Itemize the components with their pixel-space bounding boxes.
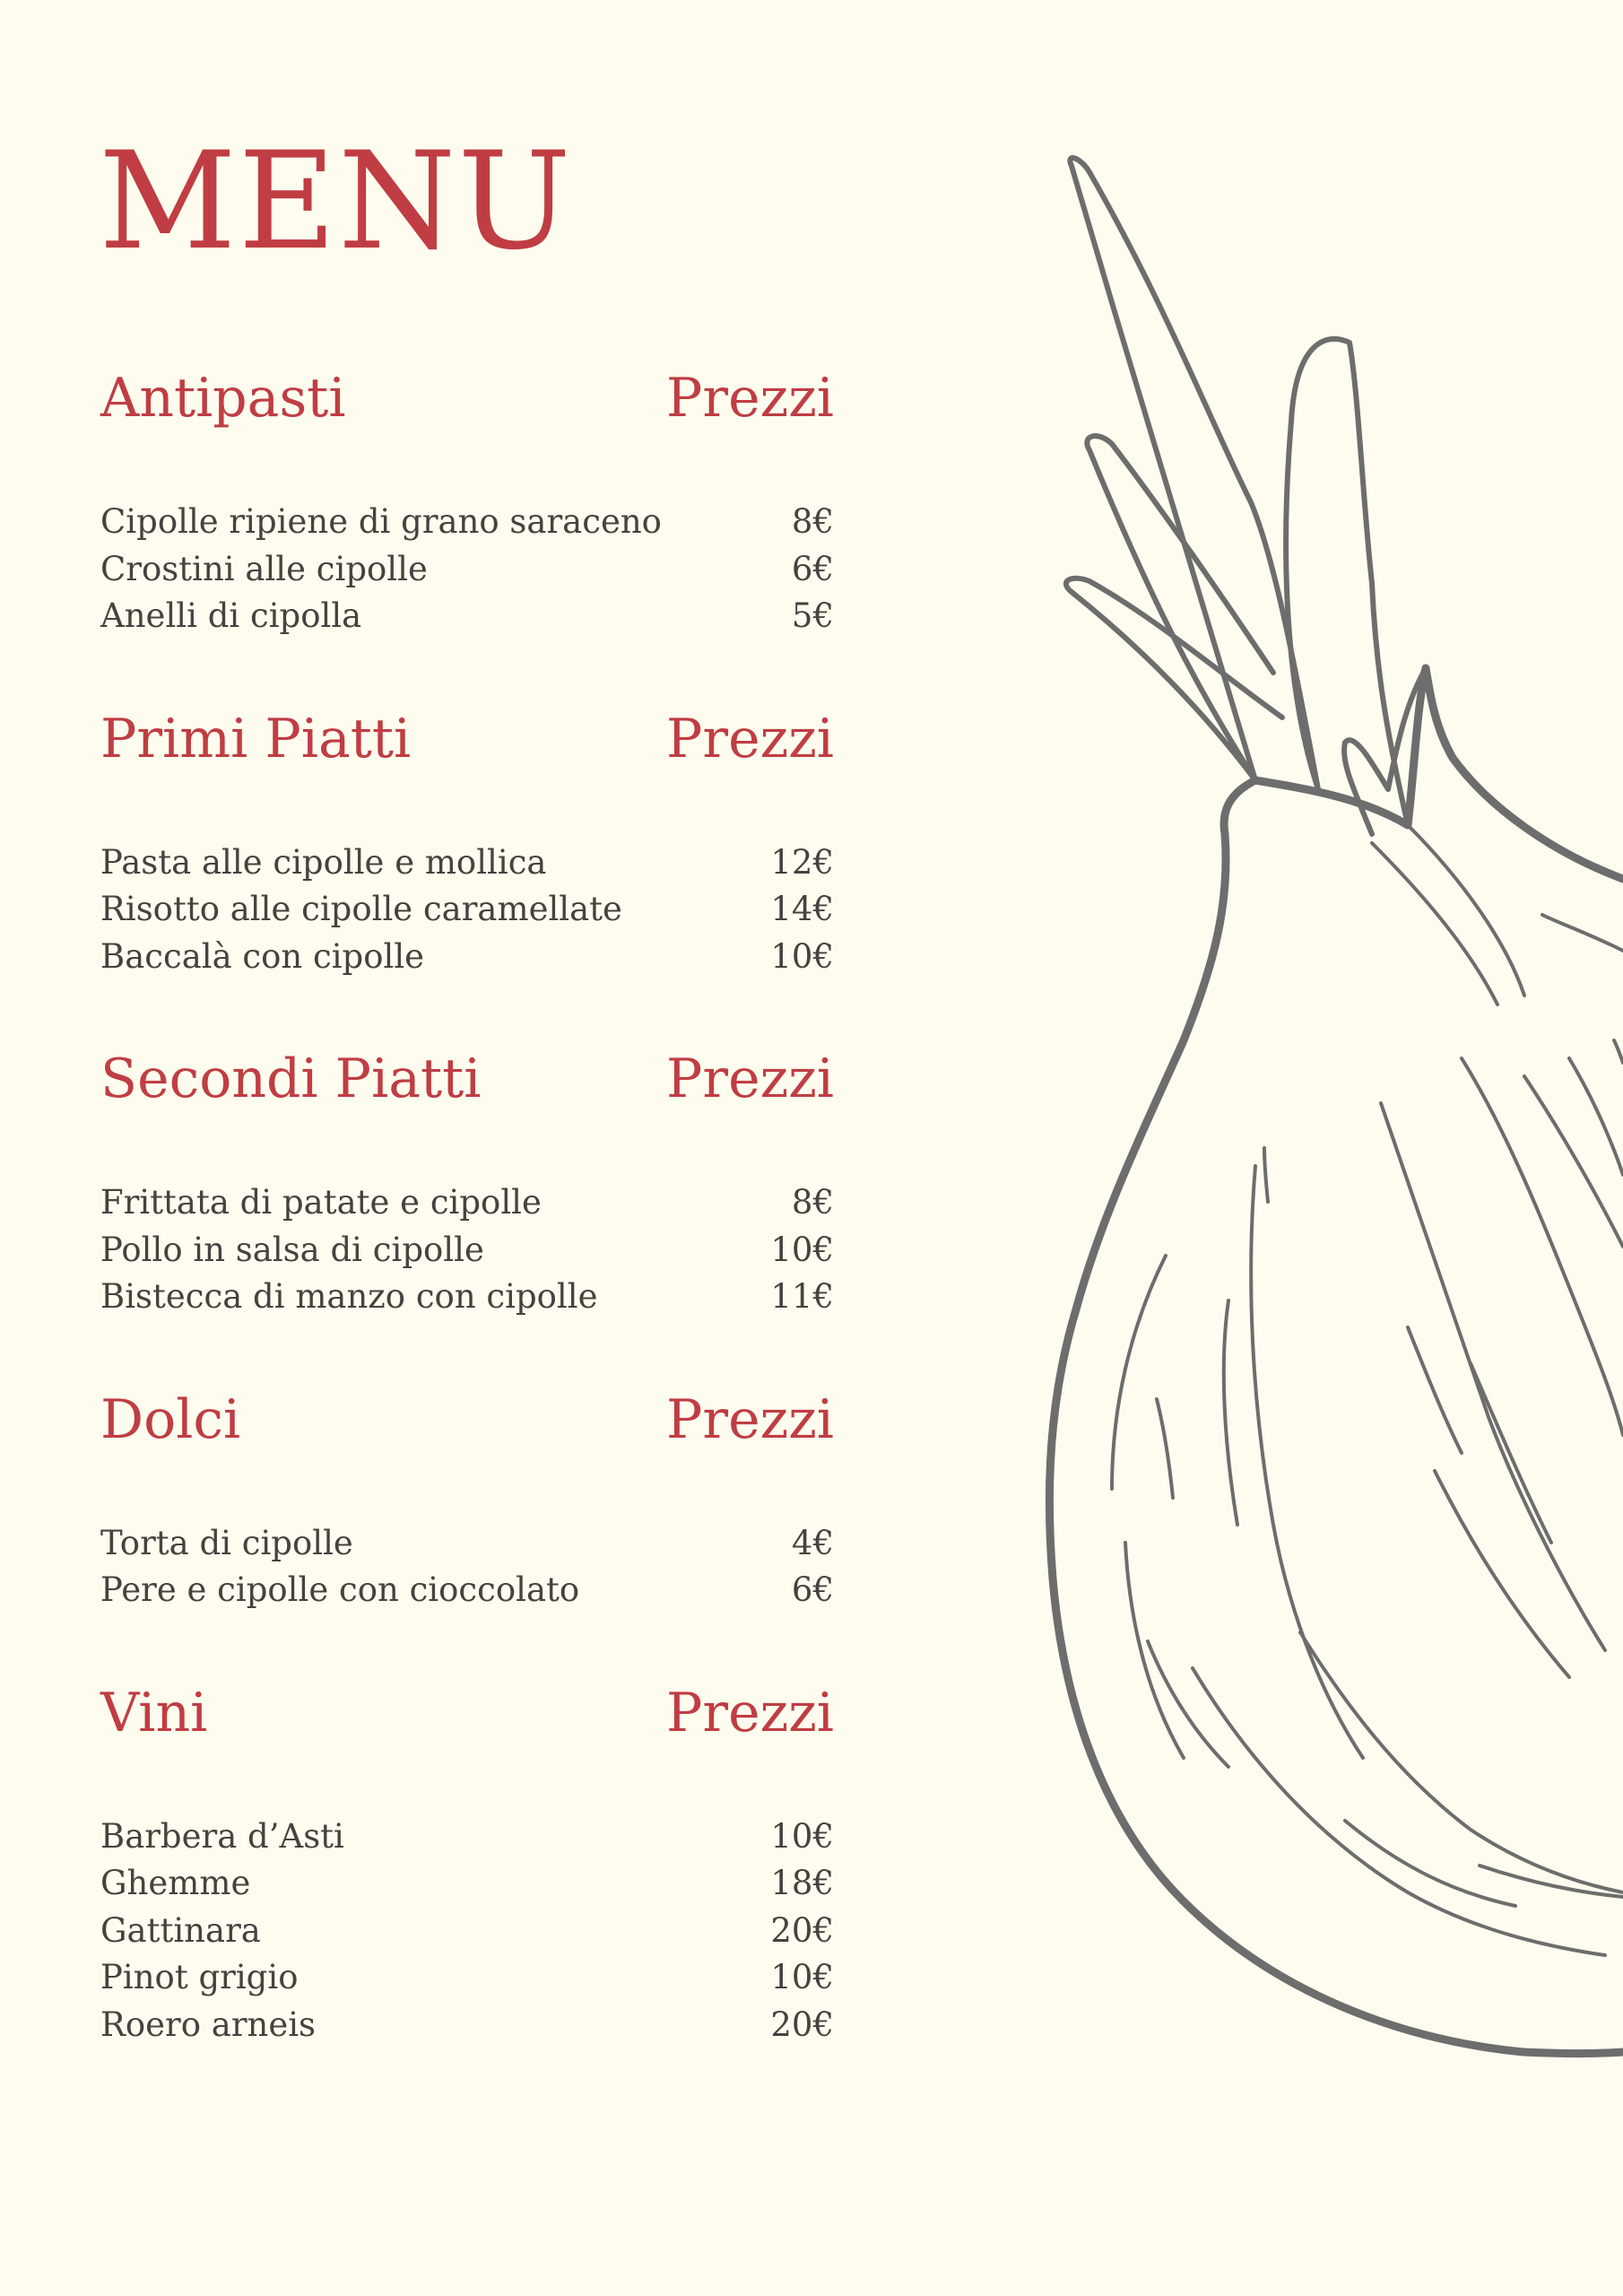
section-header	[100, 366, 834, 430]
menu-item	[100, 2002, 834, 2049]
price-column-header: Prezzi	[666, 1048, 834, 1110]
menu-section-secondi-piatti	[100, 1047, 834, 1321]
menu-item	[100, 1860, 834, 1908]
item-name: Pollo in salsa di cipolle	[100, 1230, 484, 1269]
item-price: 8€	[791, 502, 834, 541]
item-price: 10€	[770, 1816, 834, 1856]
item-name: Pinot grigio	[100, 1958, 299, 1996]
item-price: 5€	[791, 596, 834, 635]
item-name: Roero arneis	[100, 2005, 317, 2044]
item-price: 10€	[770, 1958, 834, 1996]
item-name: Ghemme	[100, 1864, 251, 1902]
menu-item	[100, 1520, 834, 1568]
item-name: Bistecca di manzo con cipolle	[100, 1277, 598, 1316]
menu-item	[100, 886, 834, 934]
section-title: Primi Piatti	[100, 707, 412, 770]
section-header	[100, 1387, 834, 1452]
menu-item	[100, 1954, 834, 2002]
item-list	[100, 839, 834, 981]
section-title: Dolci	[100, 1387, 241, 1451]
menu-section-dolci	[100, 1387, 834, 1614]
item-price: 4€	[791, 1523, 834, 1562]
item-list	[100, 1520, 834, 1614]
item-name: Risotto alle cipolle caramellate	[100, 890, 622, 928]
item-price: 10€	[770, 936, 834, 976]
item-price: 6€	[791, 549, 834, 588]
section-title: Secondi Piatti	[100, 1048, 482, 1110]
section-header	[100, 1681, 834, 1745]
item-price: 20€	[770, 1910, 834, 1950]
price-column-header: Prezzi	[666, 367, 834, 430]
item-price: 12€	[770, 842, 834, 882]
menu-item	[100, 1813, 834, 1861]
price-column-header: Prezzi	[666, 1387, 834, 1451]
item-price: 10€	[770, 1230, 834, 1269]
menu-item	[100, 593, 834, 640]
menu-item	[100, 839, 834, 887]
onion-icon	[1013, 135, 1623, 2081]
menu-item	[100, 546, 834, 594]
item-price: 11€	[770, 1277, 834, 1316]
menu-section-primi-piatti	[100, 707, 834, 981]
menu-item	[100, 1908, 834, 1955]
item-name: Frittata di patate e cipolle	[100, 1183, 542, 1222]
item-list	[100, 499, 834, 640]
section-header	[100, 1047, 834, 1111]
item-name: Gattinara	[100, 1910, 261, 1950]
menu-item	[100, 1179, 834, 1227]
item-name: Pasta alle cipolle e mollica	[100, 842, 547, 882]
menu-list	[100, 366, 834, 2048]
item-list	[100, 1813, 834, 2049]
menu-item	[100, 1274, 834, 1321]
item-name: Barbera d’Asti	[100, 1816, 344, 1856]
section-title: Vini	[100, 1681, 208, 1744]
menu-title: MENU	[99, 124, 573, 280]
item-price: 14€	[770, 890, 834, 928]
menu-item	[100, 499, 834, 546]
item-name: Anelli di cipolla	[100, 596, 362, 635]
menu-section-vini	[100, 1681, 834, 2049]
menu-item	[100, 1567, 834, 1614]
item-list	[100, 1179, 834, 1321]
item-price: 20€	[770, 2005, 834, 2044]
item-name: Cipolle ripiene di grano saraceno	[100, 502, 662, 541]
item-name: Pere e cipolle con cioccolato	[100, 1570, 580, 1609]
price-column-header: Prezzi	[666, 707, 834, 770]
item-price: 18€	[770, 1864, 834, 1902]
item-name: Crostini alle cipolle	[100, 549, 428, 588]
menu-item	[100, 1227, 834, 1274]
item-name: Baccalà con cipolle	[100, 936, 425, 976]
price-column-header: Prezzi	[666, 1681, 834, 1744]
section-header	[100, 707, 834, 771]
item-price: 6€	[791, 1570, 834, 1609]
item-name: Torta di cipolle	[100, 1523, 353, 1562]
section-title: Antipasti	[100, 367, 346, 430]
menu-item	[100, 934, 834, 981]
menu-section-antipasti	[100, 366, 834, 640]
item-price: 8€	[791, 1183, 834, 1222]
